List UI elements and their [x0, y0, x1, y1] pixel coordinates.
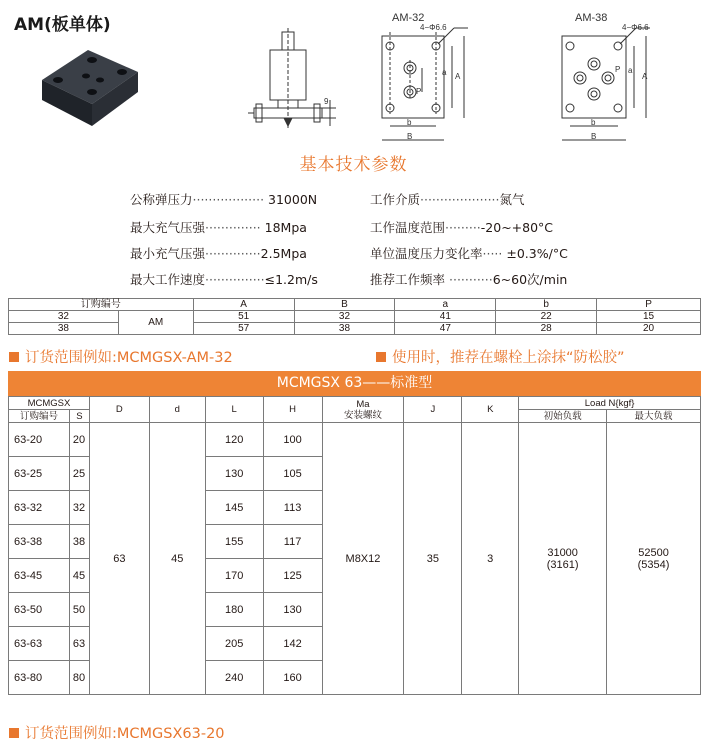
- cell-a: 47: [395, 323, 496, 335]
- cell-L: 120: [205, 423, 263, 457]
- am38-label: AM-38: [575, 12, 608, 24]
- spec-value: 2.5Mpa: [260, 246, 307, 261]
- am38-hole-label: 4−Φ6.6: [622, 23, 649, 32]
- am32-diagram: [368, 22, 478, 146]
- cell-b: 22: [496, 311, 597, 323]
- note-text: 使用时，推荐在螺栓上涂抹“防松胶”: [392, 350, 625, 366]
- plate-block-image: [30, 42, 142, 134]
- table-row: [9, 423, 701, 457]
- table-row: [9, 323, 701, 335]
- cell-H: 100: [263, 423, 322, 457]
- spec-value: 18Mpa: [264, 220, 307, 235]
- col-header-order-no: 订购编号: [9, 299, 194, 311]
- max-load-kgf: (5354): [637, 558, 670, 571]
- col-header-d: d: [149, 397, 205, 423]
- spec-row: 最大工作速度···············≤1.2m/s 推荐工作频率 ···········6~60次/min: [130, 272, 568, 287]
- spec-label: 最大工作速度: [130, 272, 206, 287]
- am38-dim-P: P: [615, 65, 621, 74]
- table-header-row: [9, 397, 701, 410]
- col-header-ma-sub: 安装螺纹: [343, 409, 382, 421]
- spec-label: 单位温度压力变化率: [370, 246, 483, 261]
- col-header-S: S: [69, 410, 89, 423]
- am-order-example-note: [9, 346, 233, 367]
- am32-label: AM-32: [392, 12, 425, 24]
- am32-dim-B: B: [407, 132, 413, 141]
- spec-value: 31000N: [268, 192, 318, 207]
- am32-dim-P: P: [416, 87, 422, 96]
- cell-H: 160: [263, 661, 322, 695]
- cell-s: 63: [69, 627, 89, 661]
- bullet-square-icon: [9, 352, 19, 362]
- col-header-max-load: 最大负载: [607, 410, 701, 423]
- page-title: AM(板单体): [14, 15, 111, 35]
- am38-dim-a: a: [628, 66, 633, 75]
- col-header-B: B: [294, 299, 395, 311]
- cell-b: 28: [496, 323, 597, 335]
- series-label: MCMGSX: [9, 397, 90, 410]
- col-header-H: H: [263, 397, 322, 423]
- initial-load-value: 31000: [547, 546, 578, 559]
- cell-type: AM: [118, 311, 193, 335]
- cell-code: 63-63: [9, 627, 70, 661]
- spec-label: 公称弹压力: [130, 192, 193, 207]
- col-header-order-no: 订购编号: [9, 410, 70, 423]
- cell-code: 63-50: [9, 593, 70, 627]
- spec-label: 最小充气压强: [130, 246, 206, 261]
- cell-s: 80: [69, 661, 89, 695]
- col-header-a: a: [395, 299, 496, 311]
- spec-label: 工作介质: [370, 192, 421, 207]
- spec-value: ±0.3%/°C: [506, 246, 568, 261]
- cell-code: 63-20: [9, 423, 70, 457]
- spec-row: 最大充气压强·············· 18Mpa 工作温度范围·········-20~+80°C: [130, 220, 554, 235]
- am32-dim-b: b: [407, 118, 412, 127]
- cell-code: 63-45: [9, 559, 70, 593]
- advice-note: [376, 346, 625, 367]
- cell-H: 130: [263, 593, 322, 627]
- cell-P: 15: [597, 311, 701, 323]
- cell-code: 63-32: [9, 491, 70, 525]
- spec-label: 工作温度范围: [370, 220, 446, 235]
- dim-9-label: 9: [324, 97, 329, 106]
- cell-s: 20: [69, 423, 89, 457]
- col-header-load: Load N{kgf}: [519, 397, 701, 410]
- am32-hole-label: 4−Φ6.6: [420, 23, 447, 32]
- note-text: 订货范围例如:MCMGSX-AM-32: [25, 350, 233, 366]
- cell-a: 41: [395, 311, 496, 323]
- cell-s: 32: [69, 491, 89, 525]
- cell-H: 105: [263, 457, 322, 491]
- standard-type-band: MCMGSX 63——标准型: [8, 371, 701, 396]
- cell-A: 57: [193, 323, 294, 335]
- cell-H: 113: [263, 491, 322, 525]
- cell-A: 51: [193, 311, 294, 323]
- col-header-K: K: [462, 397, 519, 423]
- am38-dim-B: B: [591, 132, 597, 141]
- cell-B: 38: [294, 323, 395, 335]
- am38-dim-b: b: [591, 118, 596, 127]
- am38-dim-A: A: [642, 72, 648, 81]
- cell-P: 20: [597, 323, 701, 335]
- cell-L: 155: [205, 525, 263, 559]
- col-header-initial-load: 初始负载: [519, 410, 607, 423]
- cell-L: 145: [205, 491, 263, 525]
- col-header-P: P: [597, 299, 701, 311]
- spec-label: 推荐工作频率: [370, 272, 446, 287]
- cell-L: 180: [205, 593, 263, 627]
- cell-s: 25: [69, 457, 89, 491]
- cell-L: 205: [205, 627, 263, 661]
- initial-load-kgf: (3161): [546, 558, 579, 571]
- spec-value: ≤1.2m/s: [264, 272, 318, 287]
- cell-L: 130: [205, 457, 263, 491]
- spec-value: 氮气: [499, 192, 525, 207]
- col-header-L: L: [205, 397, 263, 423]
- cell-s: 45: [69, 559, 89, 593]
- spec-value: 6~60次/min: [492, 272, 568, 287]
- section-title: 基本技术参数: [299, 155, 408, 175]
- max-load-value: 52500: [638, 546, 669, 559]
- cell-J: 35: [404, 423, 462, 695]
- cell-code: 63-25: [9, 457, 70, 491]
- am32-dim-a: a: [442, 68, 447, 77]
- col-header-J: J: [404, 397, 462, 423]
- col-header-D: D: [89, 397, 149, 423]
- cell-code: 63-80: [9, 661, 70, 695]
- cell-H: 117: [263, 525, 322, 559]
- main-spec-table: [8, 396, 701, 695]
- am38-diagram: [552, 22, 664, 146]
- cell-B: 32: [294, 311, 395, 323]
- cell-order-no: 32: [9, 311, 119, 323]
- table-header-row: [9, 299, 701, 311]
- side-view-diagram: [240, 28, 350, 138]
- cell-H: 142: [263, 627, 322, 661]
- cell-H: 125: [263, 559, 322, 593]
- cell-K: 3: [462, 423, 519, 695]
- mc-order-example-note: [9, 722, 225, 743]
- spec-value: -20~+80°C: [480, 220, 554, 235]
- bullet-square-icon: [376, 352, 386, 362]
- cell-max-load: [607, 423, 701, 695]
- cell-order-no: 38: [9, 323, 119, 335]
- cell-L: 170: [205, 559, 263, 593]
- note-text: 订货范围例如:MCMGSX63-20: [25, 726, 225, 742]
- col-header-A: A: [193, 299, 294, 311]
- cell-L: 240: [205, 661, 263, 695]
- am32-dim-A: A: [455, 72, 461, 81]
- cell-s: 38: [69, 525, 89, 559]
- cell-initial-load: [519, 423, 607, 695]
- col-header-ma-label: Ma: [356, 398, 370, 410]
- cell-Ma: M8X12: [322, 423, 404, 695]
- col-header-b: b: [496, 299, 597, 311]
- cell-d: 45: [149, 423, 205, 695]
- spec-row: 最小充气压强··············2.5Mpa 单位温度压力变化率····· ±0.3%/°C: [130, 246, 568, 261]
- cell-D: 63: [89, 423, 149, 695]
- cell-s: 50: [69, 593, 89, 627]
- spec-row: 公称弹压力·················· 31000N 工作介质····················氮气: [130, 192, 525, 207]
- cell-code: 63-38: [9, 525, 70, 559]
- bullet-square-icon: [9, 728, 19, 738]
- col-header-Ma: [322, 397, 404, 423]
- table-row: [9, 311, 701, 323]
- am-dimension-table: [8, 298, 701, 335]
- spec-label: 最大充气压强: [130, 220, 206, 235]
